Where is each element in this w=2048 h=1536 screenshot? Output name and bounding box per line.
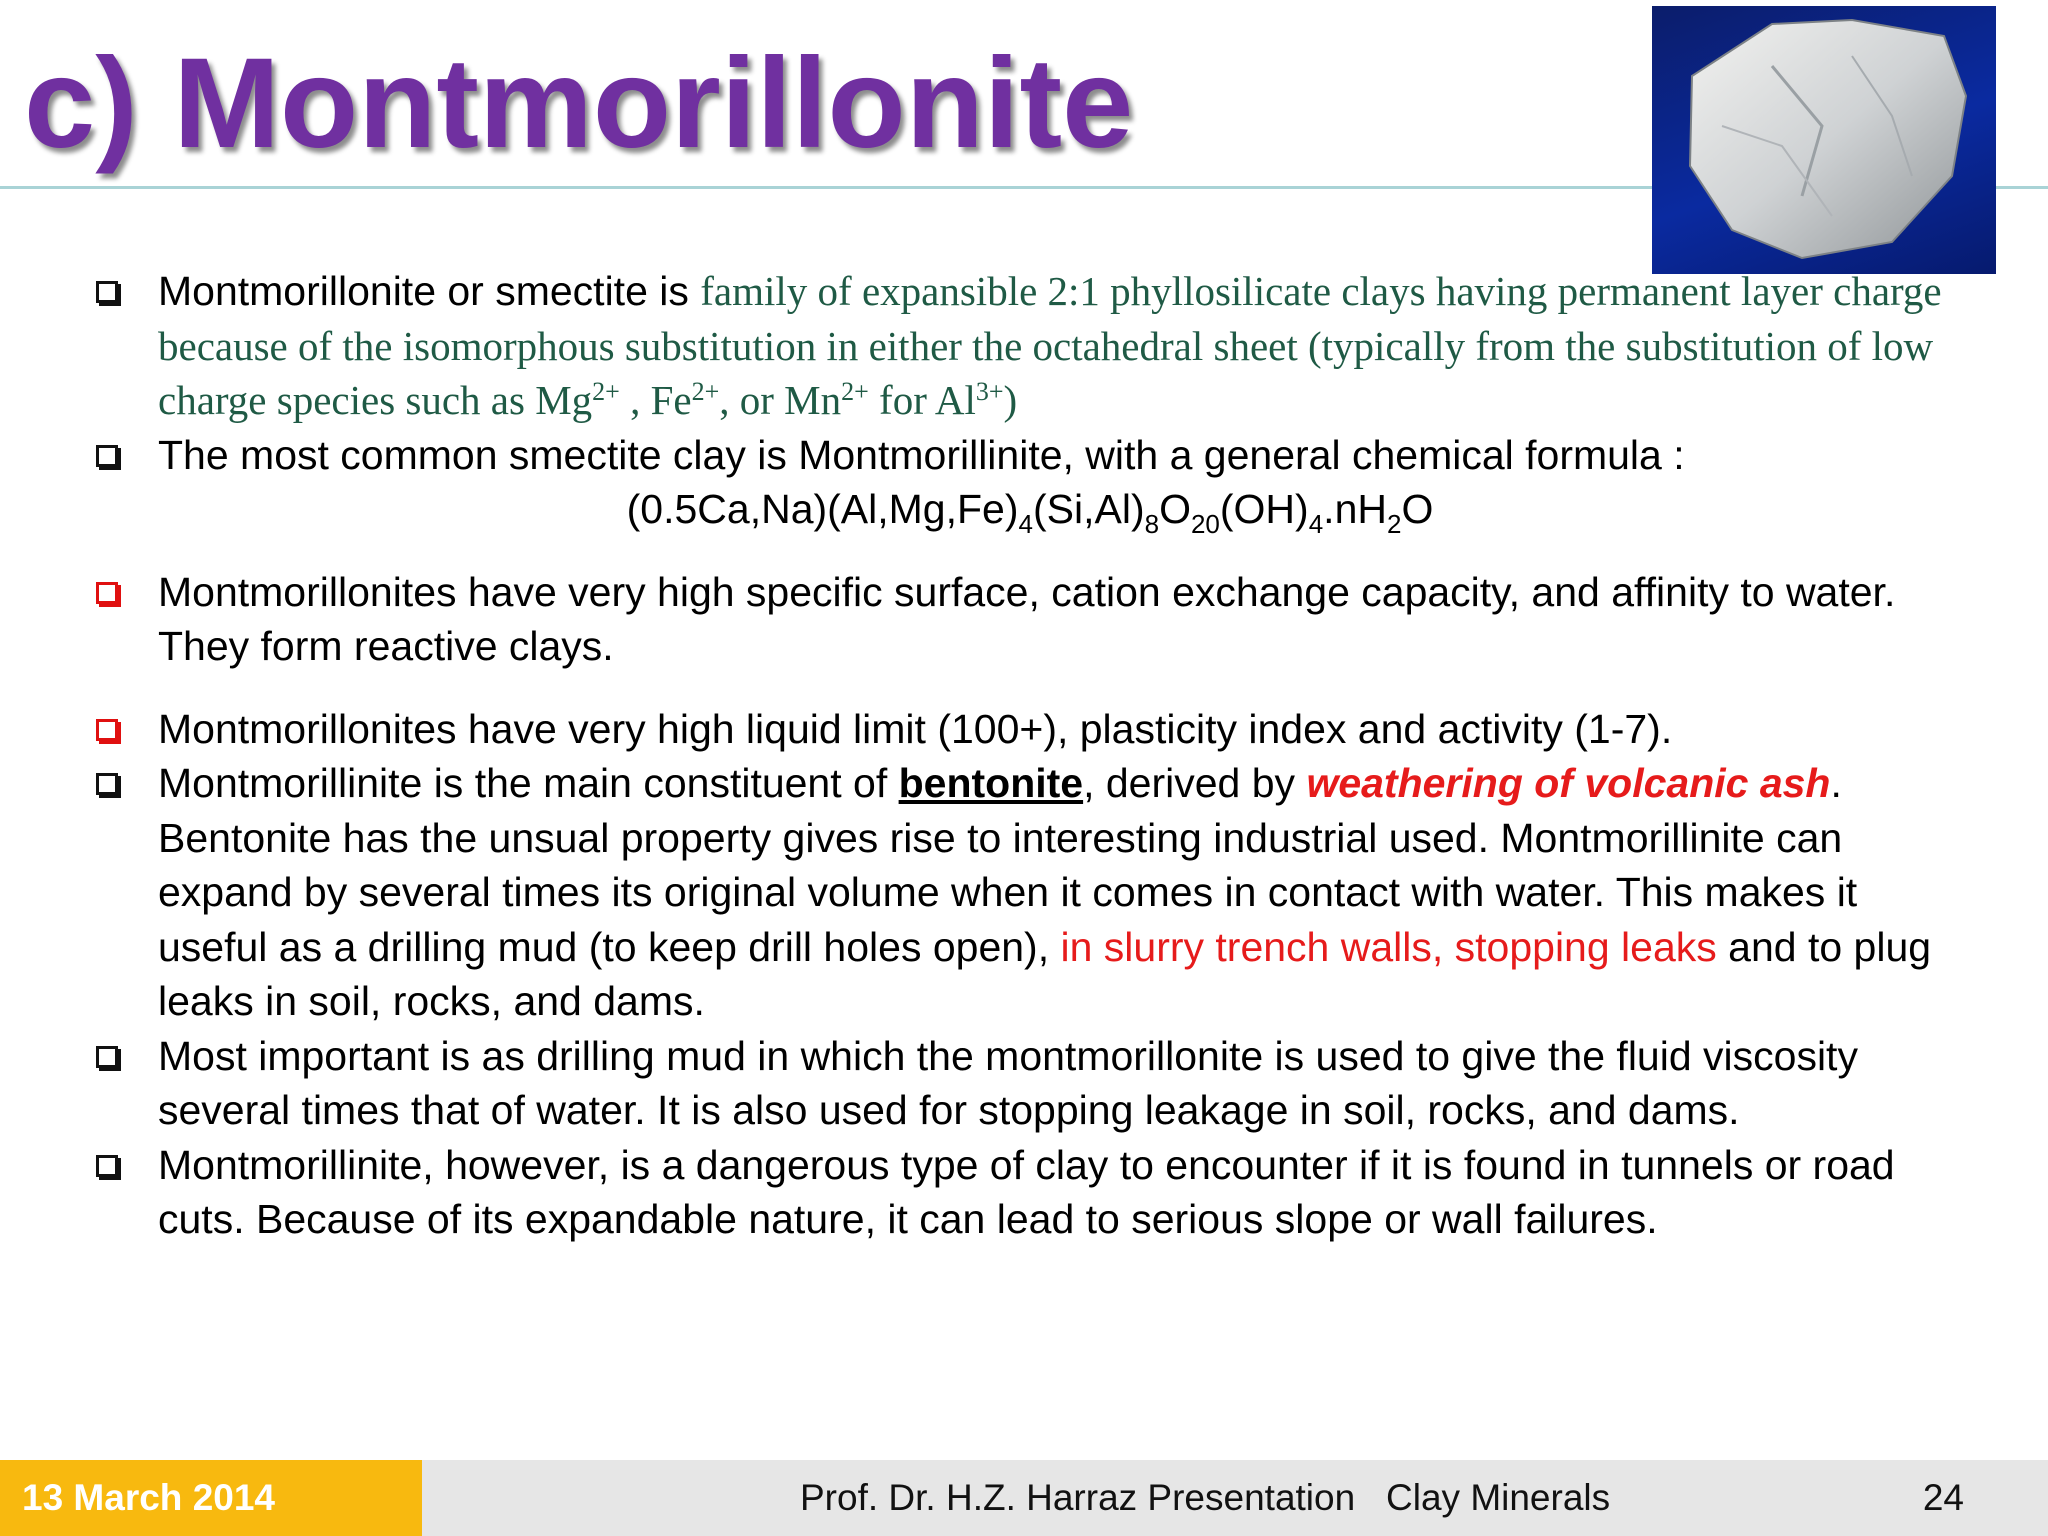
bullet-list bbox=[96, 264, 1976, 1247]
chemical-formula: $(0.5Ca,Na)(Al,Mg,Fe)_4(Si,Al)_8O_{20}(OH)_4.nH_2O$ bbox=[626, 486, 1434, 539]
footer-presenter: Prof. Dr. H.Z. Harraz Presentation Clay Minerals bbox=[800, 1477, 1611, 1518]
checkbox-bullet-icon bbox=[96, 445, 118, 467]
item-text: Montmorillonite or smectite is bbox=[158, 268, 701, 314]
bentonite-term: bentonite bbox=[898, 760, 1084, 806]
item-text: Most important is as drilling mud in which the montmorillonite is used to give the fluid viscosity several times that of water. It is also used for stopping leakage in soil, rocks, and dams. bbox=[158, 1032, 1858, 1133]
checkbox-bullet-icon bbox=[96, 1046, 118, 1068]
list-item: Montmorillinite is the main constituent of bentonite, derived by weathering of volcanic ash. Bentonite has the unsual property gives rise to interesting industrial used. Montmorillinite can expand by several times its original volume when it comes in contact with water. This makes it useful as a drilling mud (to keep drill holes open), in slurry trench walls, stopping leaks and to plug leaks in soil, rocks, and dams. bbox=[96, 756, 1976, 1029]
item-text: Montmorillinite, however, is a dangerous type of clay to encounter if it is found in tunnels or road cuts. Because of its expandable nature, it can lead to serious slope or wall failures. bbox=[158, 1141, 1895, 1242]
list-item bbox=[96, 565, 1976, 674]
checkbox-bullet-icon bbox=[96, 582, 118, 604]
checkbox-bullet-icon bbox=[96, 281, 118, 303]
slide-footer bbox=[0, 1460, 2048, 1536]
checkbox-bullet-icon bbox=[96, 1155, 118, 1177]
highlight-weathering: weathering of volcanic ash bbox=[1306, 760, 1831, 806]
list-item bbox=[96, 428, 1976, 537]
list-item bbox=[96, 702, 1976, 757]
item-text: Montmorillonites have very high liquid limit (100+), plasticity index and activity (1-7). bbox=[158, 705, 1673, 752]
montmorillonite-photo bbox=[1652, 6, 1996, 274]
slide-title: c) Montmorillonite bbox=[24, 32, 1134, 175]
list-item bbox=[96, 1138, 1976, 1247]
item-text: Montmorillonites have very high specific surface, cation exchange capacity, and affinity to water. They form reactive clays. bbox=[158, 568, 1896, 669]
mineral-rock-image bbox=[1652, 6, 1996, 274]
list-item bbox=[96, 264, 1976, 428]
page-number: 24 bbox=[1922, 1477, 1964, 1518]
item-text-serif: family of expansible 2:1 phyllosilicate clays having permanent layer charge because of the isomorphous substitution in either the octahedral sheet (typically from the substitution of low charge species such as $Mg^{2+}$ , $Fe^{2+}$, or $Mn^{2+}$ for $Al^{3+}$) bbox=[158, 268, 1942, 423]
highlight-slurry: in slurry trench walls, stopping leaks bbox=[1060, 923, 1717, 970]
list-item bbox=[96, 1029, 1976, 1138]
checkbox-bullet-icon bbox=[96, 719, 118, 741]
item-text: Montmorillinite is the main constituent of bbox=[158, 760, 899, 806]
checkbox-bullet-icon bbox=[96, 773, 118, 795]
item-text: The most common smectite clay is Montmorillinite, with a general chemical formula : bbox=[158, 431, 1685, 478]
footer-date: 13 March 2014 bbox=[0, 1460, 422, 1536]
